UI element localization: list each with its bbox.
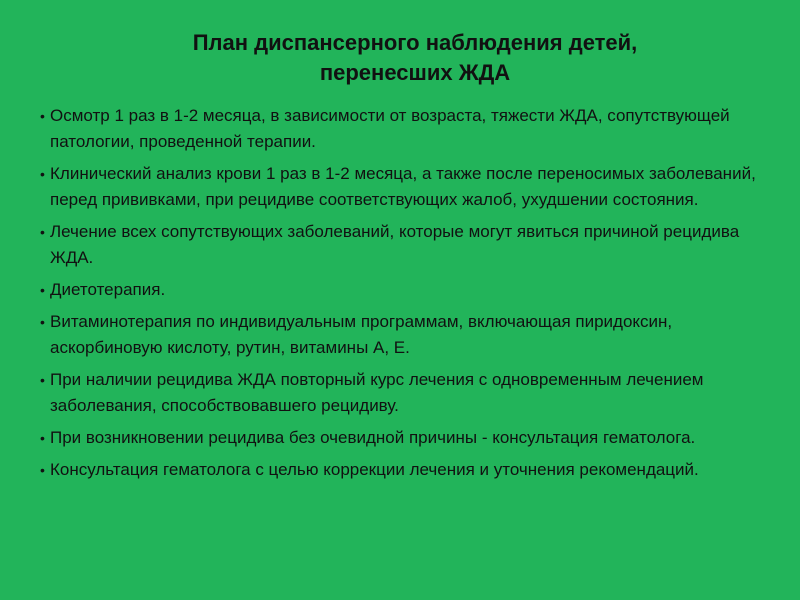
list-item: [30, 219, 785, 271]
list-item-text: Консультация гематолога с целью коррекции лечения и уточнения рекомендаций.: [50, 460, 699, 479]
list-item-text: Витаминотерапия по индивидуальным программам, включающая пиридоксин, аскорбиновую кислоту, рутин, витамины А, Е.: [50, 312, 673, 357]
list-item: [30, 161, 785, 213]
slide-title: [0, 28, 800, 88]
list-item: [30, 457, 785, 483]
slide-title-line-1: План диспансерного наблюдения детей,: [192, 30, 638, 55]
slide-title-line-2: перенесших ЖДА: [319, 60, 511, 85]
list-item: [30, 277, 785, 303]
list-item-text: Диетотерапия.: [50, 280, 166, 299]
list-item: [30, 425, 785, 451]
bullet-icon: •: [40, 166, 45, 182]
bullet-icon: •: [40, 314, 45, 330]
bullet-list: [30, 103, 785, 489]
list-item-text: При возникновении рецидива без очевидной причины - консультация гематолога.: [50, 428, 696, 447]
list-item: [30, 367, 785, 419]
list-item-text: Осмотр 1 раз в 1-2 месяца, в зависимости от возраста, тяжести ЖДА, сопутствующей патологии, проведенной терапии.: [50, 106, 730, 151]
bullet-icon: •: [40, 224, 45, 240]
bullet-icon: •: [40, 282, 45, 298]
list-item: [30, 103, 785, 155]
bullet-icon: •: [40, 462, 45, 478]
bullet-icon: •: [40, 108, 45, 124]
list-item-text: Клинический анализ крови 1 раз в 1-2 месяца, а также после переносимых заболеваний, перед прививками, при рецидиве соответствующих жалоб, ухудшении состояния.: [50, 164, 756, 209]
bullet-icon: •: [40, 430, 45, 446]
bullet-icon: •: [40, 372, 45, 388]
list-item-text: Лечение всех сопутствующих заболеваний, которые могут явиться причиной рецидива ЖДА.: [50, 222, 740, 267]
list-item-text: При наличии рецидива ЖДА повторный курс лечения с одновременным лечением заболевания, способствовавшего рецидиву.: [50, 370, 704, 415]
list-item: [30, 309, 785, 361]
